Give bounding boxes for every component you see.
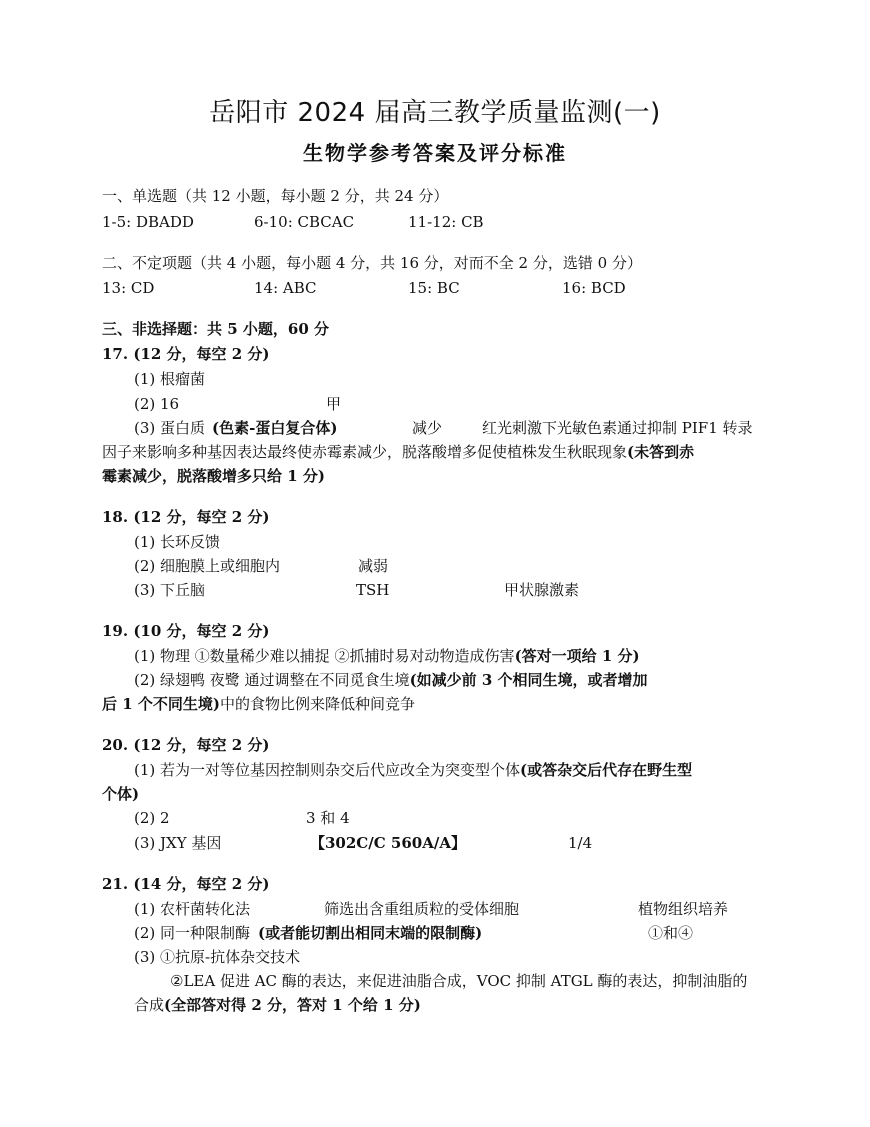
q17-answer-3b: (色素-蛋白复合体) (212, 419, 338, 437)
q20-answer-4b: 【302C/C 560A/A】 (310, 834, 466, 852)
q17-answer-2a: (2) 16 (134, 395, 180, 413)
q18-answer-3c: 甲状腺激素 (504, 581, 580, 599)
q19-line-1 (134, 644, 640, 668)
q21-line-5 (134, 993, 421, 1017)
page-title: 岳阳市 2024 届高三教学质量监测(一) (209, 98, 661, 128)
section-1-heading: 一、单选题（共 12 小题，每小题 2 分，共 24 分） (102, 187, 449, 205)
q18-heading: 18. (12 分，每空 2 分) (102, 508, 270, 526)
q17-answer-2b: 甲 (326, 395, 342, 413)
q17-line-3 (134, 416, 834, 440)
q17-answer-3c: 减少 (412, 419, 443, 437)
q21-answer-1c: 植物组织培养 (638, 900, 729, 918)
q17-line-1: (1) 根瘤菌 (134, 370, 206, 388)
q18-answer-2b: 减弱 (358, 557, 389, 575)
q21-line-2 (134, 921, 774, 945)
q17-line-2 (134, 392, 534, 416)
q20-answer-1: (1) 若为一对等位基因控制则杂交后代应改全为突变型个体 (134, 761, 521, 779)
q21-answer-1a: (1) 农杆菌转化法 (134, 900, 251, 918)
q17-answer-3a: (3) 蛋白质 (134, 419, 206, 437)
answer-16: 16: BCD (562, 279, 626, 297)
q20-answer-3a: (2) 2 (134, 809, 170, 827)
q21-answer-2b: (或者能切割出相同末端的限制酶) (258, 924, 483, 942)
q20-heading: 20. (12 分，每空 2 分) (102, 736, 270, 754)
q20-answer-4c: 1/4 (568, 834, 593, 852)
q18-answer-2a: (2) 细胞膜上或细胞内 (134, 557, 281, 575)
q19-note-1: (答对一项给 1 分) (514, 647, 640, 665)
section-1-answers (102, 210, 802, 234)
q20-line-2: 个体) (102, 785, 140, 803)
q17-answer-4: 因子来影响多种基因表达最终使赤霉素减少，脱落酸增多促使植株发生秋眠现象 (102, 443, 628, 461)
section-3-heading: 三、非选择题：共 5 小题，60 分 (102, 320, 329, 338)
section-2-answers (102, 276, 802, 300)
q21-note-5: (全部答对得 2 分，答对 1 个给 1 分) (164, 996, 421, 1014)
q17-note-4: (未答到赤 (627, 443, 695, 461)
q20-line-3 (134, 806, 534, 830)
answer-11-12: 11-12: CB (408, 213, 484, 231)
q20-line-4 (134, 831, 734, 855)
q18-line-1: (1) 长环反馈 (134, 533, 221, 551)
q18-line-2 (134, 554, 534, 578)
section-2-heading: 二、不定项题（共 4 小题，每小题 4 分，共 16 分，对而不全 2 分，选错 0 分） (102, 254, 642, 272)
q17-line-5: 霉素减少，脱落酸增多只给 1 分) (102, 467, 325, 485)
q21-answer-1b: 筛选出含重组质粒的受体细胞 (324, 900, 520, 918)
q18-line-3 (134, 578, 734, 602)
q21-answer-5: 合成 (134, 996, 165, 1014)
q21-answer-2c: ①和④ (648, 924, 694, 942)
q20-note-1: (或答杂交后代存在野生型 (520, 761, 693, 779)
q19-note-2: (如减少前 3 个相同生境，或者增加 (409, 671, 648, 689)
q21-line-1 (134, 897, 774, 921)
q18-answer-3b: TSH (356, 581, 390, 599)
q21-answer-2a: (2) 同一种限制酶 (134, 924, 251, 942)
q19-heading: 19. (10 分，每空 2 分) (102, 622, 270, 640)
q17-line-4 (102, 440, 694, 464)
q20-line-1 (134, 758, 692, 782)
q17-heading: 17. (12 分，每空 2 分) (102, 345, 270, 363)
q19-line-2 (134, 668, 648, 692)
q19-answer-2: (2) 绿翅鸭 夜鹭 通过调整在不同觅食生境 (134, 671, 410, 689)
q19-note-3: 后 1 个不同生境) (102, 695, 220, 713)
q21-line-3: (3) ①抗原-抗体杂交技术 (134, 948, 301, 966)
q21-heading: 21. (14 分，每空 2 分) (102, 875, 270, 893)
q18-answer-3a: (3) 下丘脑 (134, 581, 206, 599)
answer-15: 15: BC (408, 279, 460, 297)
answer-1-5: 1-5: DBADD (102, 213, 194, 231)
q21-line-4: ②LEA 促进 AC 酶的表达，来促进油脂合成，VOC 抑制 ATGL 酶的表达，抑制油脂的 (170, 972, 748, 990)
q19-line-3 (102, 692, 415, 716)
page-subtitle: 生物学参考答案及评分标准 (303, 141, 567, 165)
answer-6-10: 6-10: CBCAC (254, 213, 355, 231)
q17-answer-3d: 红光刺激下光敏色素通过抑制 PIF1 转录 (482, 419, 753, 437)
q20-answer-4a: (3) JXY 基因 (134, 834, 222, 852)
q19-answer-3: 中的食物比例来降低种间竞争 (219, 695, 415, 713)
q19-answer-1: (1) 物理 ①数量稀少难以捕捉 ②抓捕时易对动物造成伤害 (134, 647, 515, 665)
q20-answer-3b: 3 和 4 (306, 809, 350, 827)
answer-14: 14: ABC (254, 279, 317, 297)
answer-13: 13: CD (102, 279, 155, 297)
